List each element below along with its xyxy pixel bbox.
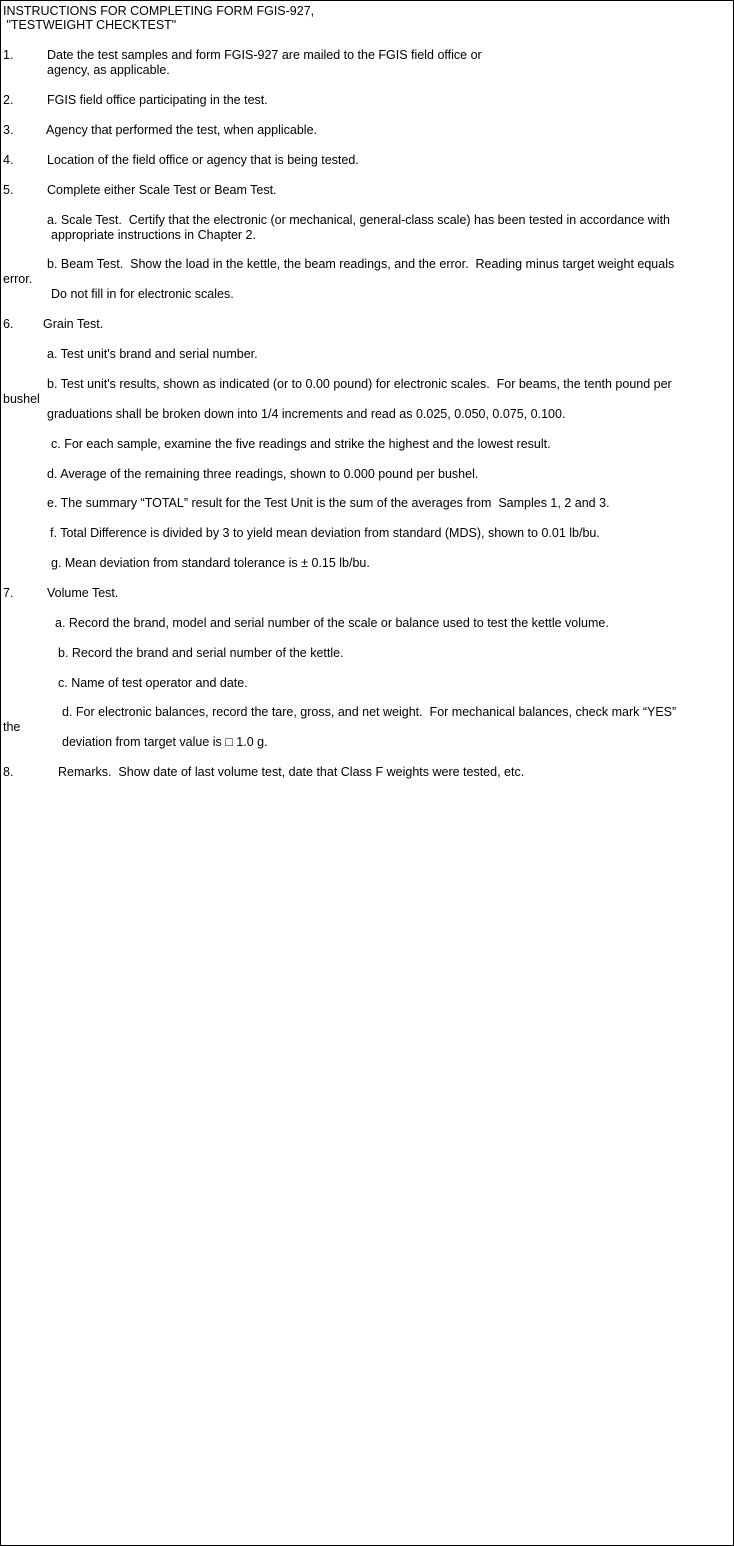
item-5a-line1: a. Scale Test. Certify that the electronic (or mechanical, general-class scale) has been tested in accordance with: [47, 213, 670, 227]
item-5b-wrap: error.: [3, 272, 33, 286]
document-title-line2: "TESTWEIGHT CHECKTEST": [3, 18, 177, 32]
item-7a: a. Record the brand, model and serial number of the scale or balance used to test the kettle volume.: [55, 616, 609, 630]
item-6f: f. Total Difference is divided by 3 to yield mean deviation from standard (MDS), shown to 0.01 lb/bu.: [50, 526, 600, 540]
item-1-text-line1: Date the test samples and form FGIS-927 are mailed to the FGIS field office or: [47, 48, 482, 62]
item-7c: c. Name of test operator and date.: [58, 676, 248, 690]
document-title-line1: INSTRUCTIONS FOR COMPLETING FORM FGIS-927,: [3, 4, 315, 18]
item-7-text: Volume Test.: [47, 586, 119, 600]
item-number: 6.: [3, 317, 14, 331]
item-number: 7.: [3, 586, 14, 600]
item-number: 2.: [3, 93, 14, 107]
item-3-text: Agency that performed the test, when applicable.: [46, 123, 317, 137]
item-number: 3.: [3, 123, 14, 137]
item-5b-line1: b. Beam Test. Show the load in the kettle, the beam readings, and the error. Reading minus target weight equals: [47, 257, 675, 271]
item-number: 8.: [3, 765, 14, 779]
item-5-text: Complete either Scale Test or Beam Test.: [47, 183, 277, 197]
item-7d-line2: deviation from target value is □ 1.0 g.: [62, 735, 268, 749]
item-5b-line2: Do not fill in for electronic scales.: [51, 287, 234, 301]
item-4-text: Location of the field office or agency that is being tested.: [47, 153, 359, 167]
item-7d-wrap: the: [3, 720, 21, 734]
item-6b-line2: graduations shall be broken down into 1/4 increments and read as 0.025, 0.050, 0.075, 0.100.: [47, 407, 566, 421]
item-number: 5.: [3, 183, 14, 197]
item-6b-line1: b. Test unit's results, shown as indicated (or to 0.00 pound) for electronic scales. For beams, the tenth pound per: [47, 377, 672, 391]
item-6g: g. Mean deviation from standard tolerance is ± 0.15 lb/bu.: [51, 556, 370, 570]
item-6e: e. The summary “TOTAL” result for the Test Unit is the sum of the averages from Samples 1, 2 and 3.: [47, 496, 610, 510]
item-6c: c. For each sample, examine the five readings and strike the highest and the lowest result.: [51, 437, 551, 451]
item-1-text-line2: agency, as applicable.: [47, 63, 170, 77]
item-number: 1.: [3, 48, 14, 62]
item-7b: b. Record the brand and serial number of the kettle.: [58, 646, 344, 660]
item-8-text: Remarks. Show date of last volume test, date that Class F weights were tested, etc.: [58, 765, 525, 779]
item-6a: a. Test unit's brand and serial number.: [47, 347, 258, 361]
item-6d: d. Average of the remaining three readings, shown to 0.000 pound per bushel.: [47, 467, 479, 481]
item-6b-wrap: bushel: [3, 392, 40, 406]
item-6-text: Grain Test.: [43, 317, 104, 331]
item-7d-line1: d. For electronic balances, record the tare, gross, and net weight. For mechanical balances, check mark “YES”: [62, 705, 677, 719]
item-number: 4.: [3, 153, 14, 167]
item-2-text: FGIS field office participating in the test.: [47, 93, 268, 107]
item-5a-line2: appropriate instructions in Chapter 2.: [51, 228, 256, 242]
